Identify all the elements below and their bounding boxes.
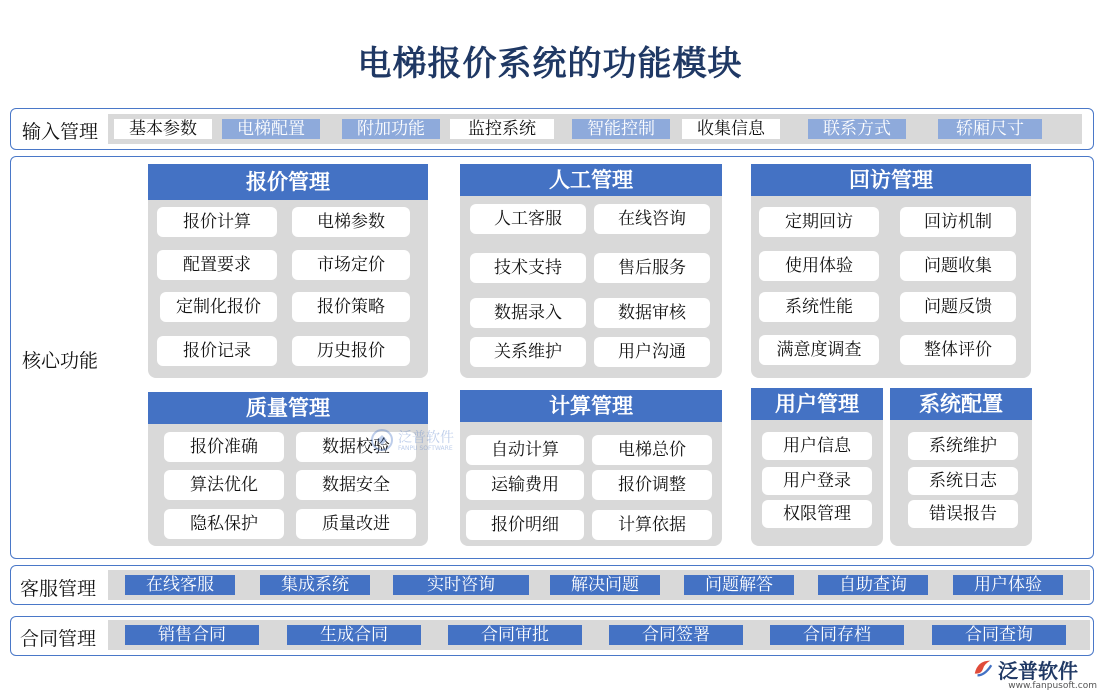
revisit-item: 系统性能	[759, 292, 879, 322]
brand-logo	[972, 655, 1097, 695]
calc-management-header: 计算管理	[460, 390, 722, 422]
calc-item: 运输费用	[466, 470, 584, 500]
manual-item: 用户沟通	[594, 337, 710, 367]
service-item: 在线客服	[125, 575, 235, 595]
sys-item: 系统维护	[908, 432, 1018, 460]
manual-item: 售后服务	[594, 253, 710, 283]
quote-item: 报价策略	[292, 292, 410, 322]
manual-item: 数据审核	[594, 298, 710, 328]
service-item: 解决问题	[550, 575, 660, 595]
quote-item: 报价记录	[157, 336, 277, 366]
revisit-item: 使用体验	[759, 251, 879, 281]
contract-item: 合同签署	[609, 625, 743, 645]
input-item-basic-params: 基本参数	[114, 119, 212, 139]
revisit-item: 整体评价	[900, 335, 1016, 365]
fanpu-logo-icon	[972, 657, 994, 679]
service-item: 集成系统	[260, 575, 370, 595]
calc-item: 自动计算	[466, 435, 584, 465]
quote-item: 电梯参数	[292, 207, 410, 237]
contract-management-label: 合同管理	[20, 628, 97, 650]
calc-item: 电梯总价	[592, 435, 712, 465]
input-item-collect-info: 收集信息	[682, 119, 780, 139]
calc-item: 报价明细	[466, 510, 584, 540]
input-item-addon-functions: 附加功能	[342, 119, 440, 139]
calc-item: 计算依据	[592, 510, 712, 540]
brand-logo-text: 泛普软件	[998, 659, 1078, 683]
contract-item: 生成合同	[287, 625, 421, 645]
manual-item: 关系维护	[470, 337, 586, 367]
quality-item: 报价准确	[164, 432, 284, 462]
service-item: 自助查询	[818, 575, 928, 595]
contract-item: 销售合同	[125, 625, 259, 645]
service-item: 问题解答	[684, 575, 794, 595]
input-item-cabin-size: 轿厢尺寸	[938, 119, 1042, 139]
core-functions-label: 核心功能	[22, 350, 99, 372]
user-item: 用户信息	[762, 432, 872, 460]
quote-management-header: 报价管理	[148, 164, 428, 200]
service-item: 实时咨询	[393, 575, 529, 595]
input-management-label: 输入管理	[22, 121, 99, 143]
input-item-smart-control: 智能控制	[572, 119, 670, 139]
manual-item: 在线咨询	[594, 204, 710, 234]
sys-item: 错误报告	[908, 500, 1018, 528]
manual-item: 技术支持	[470, 253, 586, 283]
watermark-logo-icon	[370, 428, 394, 452]
quote-item: 市场定价	[292, 250, 410, 280]
input-item-monitoring: 监控系统	[450, 119, 554, 139]
quality-item: 隐私保护	[164, 509, 284, 539]
user-management-header: 用户管理	[751, 388, 883, 420]
service-management-label: 客服管理	[20, 578, 97, 600]
input-item-elevator-config: 电梯配置	[222, 119, 320, 139]
contract-item: 合同存档	[770, 625, 904, 645]
brand-logo-url: www.fanpusoft.com	[1008, 681, 1097, 691]
quality-item: 数据安全	[296, 470, 416, 500]
revisit-item: 满意度调查	[759, 335, 879, 365]
quote-item: 历史报价	[292, 336, 410, 366]
quality-item: 数据校验	[296, 432, 416, 462]
manual-item: 人工客服	[470, 204, 586, 234]
service-item: 用户体验	[953, 575, 1063, 595]
page-title: 电梯报价系统的功能模块	[357, 44, 743, 84]
user-item: 用户登录	[762, 467, 872, 495]
revisit-item: 问题反馈	[900, 292, 1016, 322]
quality-item: 质量改进	[296, 509, 416, 539]
manual-management-header: 人工管理	[460, 164, 722, 196]
revisit-item: 定期回访	[759, 207, 879, 237]
quote-item: 报价计算	[157, 207, 277, 237]
manual-item: 数据录入	[470, 298, 586, 328]
user-item: 权限管理	[762, 500, 872, 528]
quality-management-header: 质量管理	[148, 392, 428, 424]
calc-item: 报价调整	[592, 470, 712, 500]
quality-item: 算法优化	[164, 470, 284, 500]
quote-item: 定制化报价	[160, 292, 277, 322]
watermark-text: 泛普软件	[398, 430, 454, 446]
revisit-item: 问题收集	[900, 251, 1016, 281]
contract-item: 合同审批	[448, 625, 582, 645]
input-item-contact: 联系方式	[808, 119, 906, 139]
watermark-subtext: FANPU SOFTWARE	[398, 445, 453, 452]
system-config-header: 系统配置	[890, 388, 1032, 420]
revisit-management-header: 回访管理	[751, 164, 1031, 196]
revisit-item: 回访机制	[900, 207, 1016, 237]
quote-item: 配置要求	[157, 250, 277, 280]
watermark	[370, 425, 490, 455]
contract-item: 合同查询	[932, 625, 1066, 645]
sys-item: 系统日志	[908, 467, 1018, 495]
